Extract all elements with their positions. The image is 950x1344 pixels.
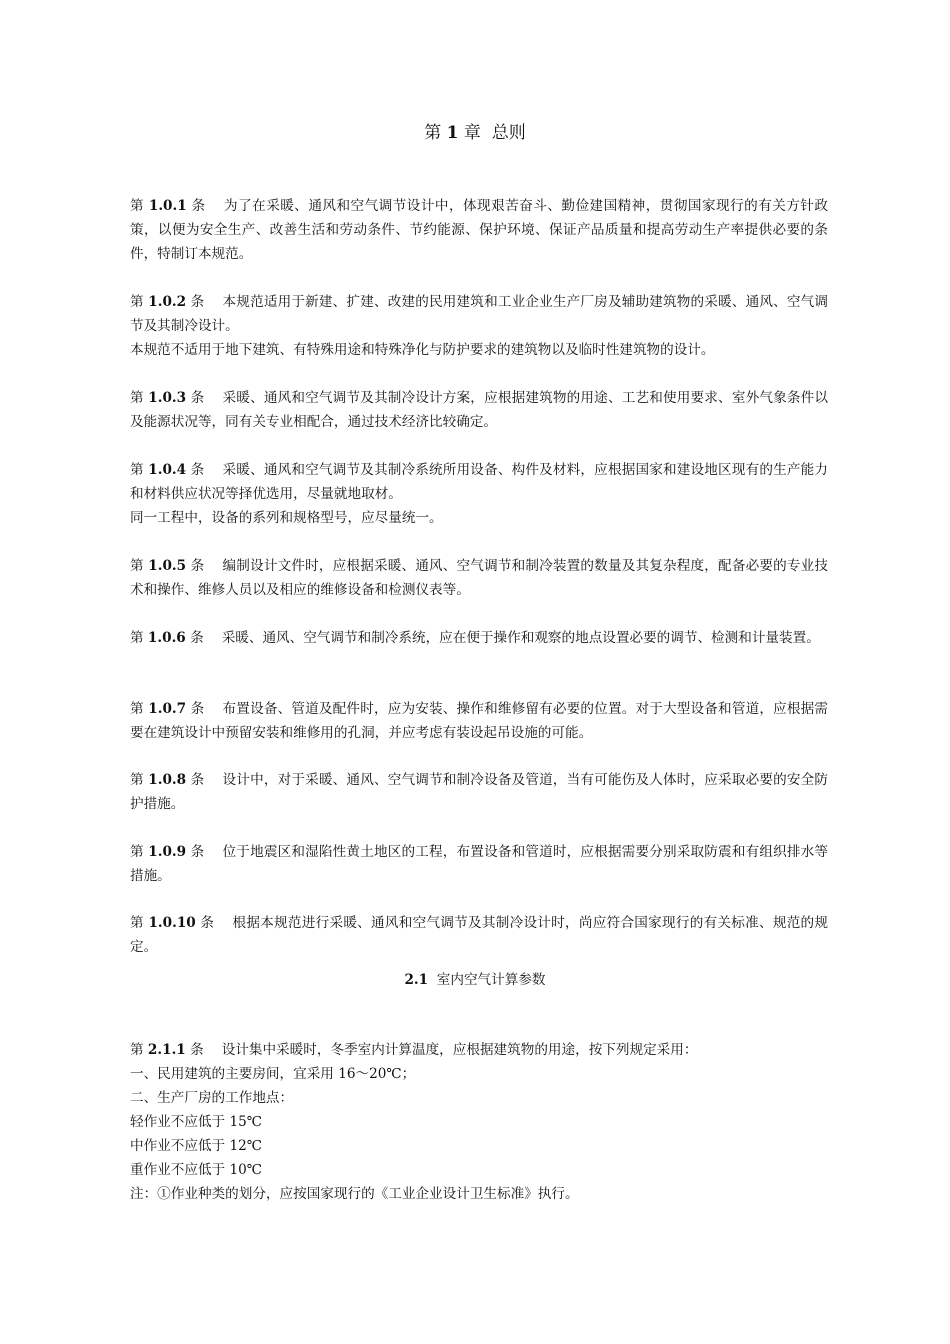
clause-1-0-7 xyxy=(122,697,828,745)
clause-1-0-6 xyxy=(122,626,828,650)
clause-text: 编制设计文件时，应根据采暖、通风、空气调节和制冷装置的数量及其复杂程度，配备必要的专业技术和操作、维修人员以及相应的维修设备和检测仪表等。 xyxy=(130,558,829,598)
clause-prefix: 第 xyxy=(130,294,144,310)
clause-paragraph xyxy=(122,626,828,650)
clause-paragraph xyxy=(122,386,828,434)
clause-1-0-5 xyxy=(122,554,828,602)
clause-1-0-8 xyxy=(122,768,828,816)
clause-prefix: 第 xyxy=(130,198,145,214)
clause-text: 采暖、通风和空气调节及其制冷设计方案，应根据建筑物的用途、工艺和使用要求、室外气象条件以及能源状况等，同有关专业相配合，通过技术经济比较确定。 xyxy=(130,390,829,430)
list-item: 轻作业不应低于 15℃ xyxy=(130,1114,262,1130)
clause-suffix: 条 xyxy=(200,915,215,931)
clause-suffix: 条 xyxy=(190,462,205,478)
clause-text: 本规范不适用于地下建筑、有特殊用途和特殊净化与防护要求的建筑物以及临时性建筑物的设计。 xyxy=(130,342,715,358)
clause-suffix: 条 xyxy=(190,558,205,574)
clause-paragraph xyxy=(122,458,828,506)
clause-prefix: 第 xyxy=(130,915,144,931)
clause-1-0-10 xyxy=(122,911,828,959)
clause-suffix: 条 xyxy=(190,772,205,788)
clause-suffix: 条 xyxy=(190,1042,204,1058)
clause-text: 设计集中采暖时，冬季室内计算温度，应根据建筑物的用途，按下列规定采用： xyxy=(221,1042,698,1058)
clause-1-0-3 xyxy=(122,386,828,434)
clause-1-0-1 xyxy=(122,194,828,266)
list-item: 重作业不应低于 10℃ xyxy=(130,1162,262,1178)
clause-prefix: 第 xyxy=(130,390,144,406)
chapter-number: 1 xyxy=(446,123,459,143)
clause-suffix: 条 xyxy=(190,630,204,646)
clause-suffix: 条 xyxy=(190,844,205,860)
section-number: 2.1 xyxy=(404,972,429,988)
chapter-name: 总则 xyxy=(491,123,526,143)
clause-prefix: 第 xyxy=(130,844,144,860)
clause-prefix: 第 xyxy=(130,772,144,788)
clause-paragraph xyxy=(122,911,828,959)
clause-paragraph xyxy=(122,768,828,816)
clause-number: 1.0.6 xyxy=(147,630,186,646)
clause-text: 为了在采暖、通风和空气调节设计中，体现艰苦奋斗、勤俭建国精神，贯彻国家现行的有关方针政策，以便为安全生产、改善生活和劳动条件、节约能源、保护环境、保证产品质量和提高劳动生产率提供必要的条件，特制订本规范。 xyxy=(130,198,829,262)
clause-prefix: 第 xyxy=(130,1042,144,1058)
chapter-title xyxy=(0,122,950,144)
clause-suffix: 条 xyxy=(190,390,205,406)
clause-text: 采暖、通风和空气调节及其制冷系统所用设备、构件及材料，应根据国家和建设地区现有的生产能力和材料供应状况等择优选用，尽量就地取材。 xyxy=(130,462,829,502)
clause-suffix: 条 xyxy=(190,294,205,310)
clause-prefix: 第 xyxy=(130,701,144,717)
clause-number: 1.0.8 xyxy=(148,772,187,788)
list-item: 一、民用建筑的主要房间，宜采用 16～20℃； xyxy=(130,1066,416,1082)
clause-text: 设计中，对于采暖、通风、空气调节和制冷设备及管道，当有可能伤及人体时，应采取必要的安全防护措施。 xyxy=(130,772,829,812)
clause-text: 布置设备、管道及配件时，应为安装、操作和维修留有必要的位置。对于大型设备和管道，应根据需要在建筑设计中预留安装和维修用的孔洞，并应考虑有装设起吊设施的可能。 xyxy=(130,701,829,741)
clause-paragraph xyxy=(122,1038,828,1062)
clause-2-1-1 xyxy=(122,1038,828,1206)
clause-number: 1.0.4 xyxy=(148,462,187,478)
section-title xyxy=(0,968,950,992)
clause-text: 采暖、通风、空气调节和制冷系统，应在便于操作和观察的地点设置必要的调节、检测和计量装置。 xyxy=(221,630,820,646)
clause-text: 同一工程中，设备的系列和规格型号，应尽量统一。 xyxy=(130,510,443,526)
clause-text: 本规范适用于新建、扩建、改建的民用建筑和工业企业生产厂房及辅助建筑物的采暖、通风、空气调节及其制冷设计。 xyxy=(130,294,829,334)
clause-prefix: 第 xyxy=(130,630,144,646)
clause-suffix: 条 xyxy=(191,198,206,214)
list-item: 中作业不应低于 12℃ xyxy=(130,1138,262,1154)
clause-paragraph xyxy=(122,697,828,745)
chapter-prefix: 第 xyxy=(424,123,442,143)
clause-number: 1.0.5 xyxy=(148,558,187,574)
clause-1-0-2 xyxy=(122,290,828,362)
list-item: 二、生产厂房的工作地点： xyxy=(130,1090,294,1106)
clause-paragraph xyxy=(122,194,828,266)
chapter-suffix: 章 xyxy=(463,123,481,143)
clause-paragraph xyxy=(122,290,828,338)
clause-paragraph xyxy=(122,554,828,602)
clause-text: 位于地震区和湿陷性黄土地区的工程，布置设备和管道时，应根据需要分别采取防震和有组织排水等措施。 xyxy=(130,844,829,884)
clause-text: 根据本规范进行采暖、通风和空气调节及其制冷设计时，尚应符合国家现行的有关标准、规范的规定。 xyxy=(130,915,829,955)
clause-number: 1.0.2 xyxy=(148,294,187,310)
clause-prefix: 第 xyxy=(130,558,144,574)
clause-number: 1.0.1 xyxy=(148,198,187,214)
clause-prefix: 第 xyxy=(130,462,144,478)
clause-number: 2.1.1 xyxy=(147,1042,186,1058)
clause-number: 1.0.10 xyxy=(148,915,196,931)
section-name: 室内空气计算参数 xyxy=(436,972,546,988)
clause-number: 1.0.7 xyxy=(148,701,187,717)
clause-1-0-9 xyxy=(122,840,828,888)
note: 注：①作业种类的划分，应按国家现行的《工业企业设计卫生标准》执行。 xyxy=(130,1186,579,1202)
clause-number: 1.0.9 xyxy=(148,844,187,860)
clause-number: 1.0.3 xyxy=(148,390,187,406)
clause-1-0-4 xyxy=(122,458,828,530)
clause-suffix: 条 xyxy=(190,701,205,717)
clause-paragraph xyxy=(122,840,828,888)
